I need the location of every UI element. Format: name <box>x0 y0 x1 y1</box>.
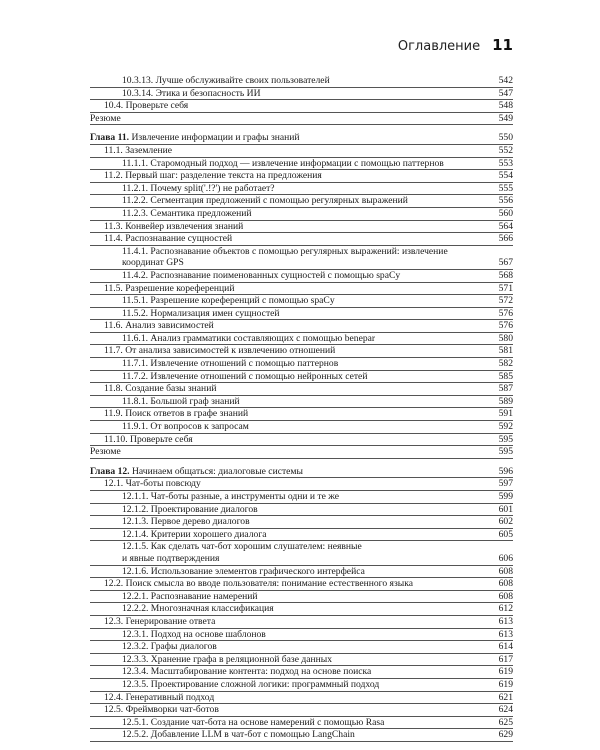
toc-page-number: 592 <box>498 421 513 433</box>
toc-entry-title <box>90 283 493 295</box>
toc-page-number: 552 <box>498 144 513 156</box>
toc-entry-title <box>90 320 493 332</box>
toc-entry <box>90 616 513 629</box>
toc-entry <box>90 145 513 158</box>
toc-entry <box>90 666 513 679</box>
running-header <box>0 36 513 54</box>
toc-entry <box>90 654 513 667</box>
toc-entry-text: 11.1.1. Старомодный подход — извлечение информации с помощью паттернов <box>122 157 444 169</box>
toc-entry-text-continued: и явные подтверждения <box>122 552 220 564</box>
toc-entry-text: Резюме <box>90 446 121 458</box>
toc-entry <box>90 446 513 459</box>
toc-entry-text: 11.5.2. Нормализация имен сущностей <box>122 307 280 319</box>
toc-page-number: 560 <box>498 207 513 219</box>
toc-page-number: 597 <box>498 478 513 490</box>
toc-entry <box>90 396 513 409</box>
toc-entry <box>90 408 513 421</box>
toc-page-number: 599 <box>498 491 513 502</box>
toc-entry-title <box>90 233 493 245</box>
toc-page-number: 589 <box>498 395 513 407</box>
toc-page-number: 585 <box>498 370 513 382</box>
toc-entry-title <box>90 566 493 578</box>
toc-page-number: 567 <box>498 257 513 269</box>
toc-entry-text: 11.6.1. Анализ грамматики составляющих с помощью benepar <box>122 332 376 344</box>
toc-page-number: 605 <box>498 528 513 540</box>
toc-entry <box>90 729 513 742</box>
toc-page-number: 624 <box>498 704 513 716</box>
toc-entry-title <box>90 516 493 528</box>
toc-entry-text: 12.1.2. Проектирование диалогов <box>122 503 258 515</box>
toc-entry <box>90 629 513 642</box>
toc-entry-title <box>90 478 493 490</box>
toc-entry-title <box>90 603 493 615</box>
toc-page-number: 556 <box>498 195 513 207</box>
toc-entry-title <box>90 666 493 678</box>
toc-entry <box>90 692 513 705</box>
toc-entry <box>90 113 513 126</box>
toc-entry-title <box>90 446 493 458</box>
toc-entry-text: 10.3.14. Этика и безопасность ИИ <box>122 87 261 99</box>
toc-entry <box>90 358 513 371</box>
toc-entry <box>90 246 513 270</box>
toc-entry-text: Извлечение информации и графы знаний <box>131 132 300 144</box>
toc-page-number: 621 <box>498 691 513 703</box>
toc-entry-text: 12.5. Фреймворки чат-ботов <box>104 704 219 716</box>
toc-entry <box>90 283 513 296</box>
toc-entry <box>90 88 513 101</box>
toc-entry-text: 11.9. Поиск ответов в графе знаний <box>104 408 249 420</box>
toc-entry-title <box>90 145 493 157</box>
toc-entry-title <box>90 246 493 269</box>
toc-entry-text: 12.3.1. Подход на основе шаблонов <box>122 628 266 640</box>
toc-page-number: 608 <box>498 578 513 590</box>
toc-entry-title <box>90 195 493 207</box>
toc-entry-text: 11.5.1. Разрешение кореференций с помощью spaCy <box>122 295 335 307</box>
toc-entry-title <box>90 396 493 408</box>
toc-entry-title <box>90 75 493 87</box>
chapter-label: Глава 12. <box>90 465 130 477</box>
toc-entry-text: 12.1.4. Критерии хорошего диалога <box>122 528 267 540</box>
toc-page-number: 555 <box>498 182 513 194</box>
toc-entry-title <box>90 704 493 716</box>
toc-page-number: 595 <box>498 446 513 458</box>
toc-entry-title <box>90 158 493 170</box>
toc-entry-title <box>90 466 493 478</box>
toc-entry-text: 11.2.1. Почему split('.!?') не работает? <box>122 182 275 194</box>
toc-entry-title <box>90 491 493 503</box>
toc-page-number: 591 <box>498 408 513 420</box>
toc-entry-text: 11.7.2. Извлечение отношений с помощью нейронных сетей <box>122 370 368 382</box>
toc-page-number: 612 <box>498 603 513 615</box>
toc-entry-text: 12.2.2. Многозначная классификация <box>122 603 274 615</box>
toc-entry-text: 12.2. Поиск смысла во вводе пользователя: понимание естественного языка <box>104 578 413 590</box>
toc-entry-title <box>90 100 493 112</box>
toc-page-number: 553 <box>498 157 513 169</box>
toc-chapter-entry <box>90 466 513 479</box>
toc-entry-title <box>90 729 493 741</box>
toc-entry-text: 11.9.1. От вопросов к запросам <box>122 421 249 433</box>
toc-entry-text: 12.3.4. Масштабирование контента: подход на основе поиска <box>122 666 372 678</box>
toc-entry <box>90 641 513 654</box>
toc-page-number: 582 <box>498 358 513 370</box>
toc-entry-title <box>90 295 493 307</box>
toc-entry-title <box>90 358 493 370</box>
toc-entry <box>90 578 513 591</box>
toc-page-number: 608 <box>498 590 513 602</box>
toc-entry-title <box>90 434 493 446</box>
toc-entry-title <box>90 221 493 233</box>
toc-entry-text: 11.10. Проверьте себя <box>104 433 193 445</box>
toc-entry-text: 12.1.6. Использование элементов графического интерфейса <box>122 565 365 577</box>
toc-entry <box>90 383 513 396</box>
toc-page-number: 550 <box>498 132 513 144</box>
toc-page-number: 596 <box>498 465 513 477</box>
toc-entry <box>90 308 513 321</box>
toc-entry <box>90 100 513 113</box>
toc-entry-title <box>90 692 493 704</box>
toc-entry-title <box>90 529 493 541</box>
toc-entry-title <box>90 132 493 144</box>
toc-entry-title <box>90 578 493 590</box>
toc-entry <box>90 434 513 447</box>
toc-entry-text: 12.5.2. Добавление LLM в чат-бот с помощью LangChain <box>122 729 355 741</box>
toc-page-number: 629 <box>498 729 513 741</box>
toc-chapter-entry <box>90 132 513 145</box>
toc-page-number: 613 <box>498 615 513 627</box>
toc-entry-title <box>90 408 493 420</box>
toc-entry-text: 12.1.5. Как сделать чат-бот хорошим слушателем: неявные <box>122 541 362 553</box>
toc-page-number: 568 <box>498 269 513 281</box>
toc-entry <box>90 208 513 221</box>
toc-entry-title <box>90 345 493 357</box>
toc-entry-text: 11.4.1. Распознавание объектов с помощью регулярных выражений: извлечение <box>122 245 448 257</box>
toc-entry-text: 11.2.2. Сегментация предложений с помощью регулярных выражений <box>122 195 408 207</box>
toc-entry-title <box>90 113 493 125</box>
toc-entry-title <box>90 629 493 641</box>
toc-entry-text: 11.2.3. Семантика предложений <box>122 207 252 219</box>
toc-entry-title <box>90 208 493 220</box>
toc-page-number: 625 <box>498 716 513 728</box>
toc-page-number: 606 <box>498 552 513 564</box>
toc-entry <box>90 170 513 183</box>
toc-entry-text: 11.2. Первый шаг: разделение текста на предложения <box>104 170 322 182</box>
toc-entry <box>90 541 513 565</box>
toc-entry-text: 12.1.1. Чат-боты разные, а инструменты одни и те же <box>122 491 340 502</box>
toc-page-number: 619 <box>498 678 513 690</box>
chapter-label: Глава 11. <box>90 132 130 144</box>
toc-entry-text: 10.3.13. Лучше обслуживайте своих пользователей <box>122 75 330 86</box>
toc-entry-text: 12.3.2. Графы диалогов <box>122 641 217 653</box>
toc-entry <box>90 491 513 504</box>
toc-entry <box>90 233 513 246</box>
toc-entry-text: 12.4. Генеративный подход <box>104 691 215 703</box>
toc-page-number: 613 <box>498 628 513 640</box>
toc-entry-text: 11.8.1. Большой граф знаний <box>122 395 240 407</box>
toc-entry <box>90 295 513 308</box>
toc-entry-text: 11.7.1. Извлечение отношений с помощью паттернов <box>122 358 339 370</box>
toc-entry <box>90 566 513 579</box>
toc-entry <box>90 603 513 616</box>
toc-page-number: 602 <box>498 516 513 528</box>
toc-entry <box>90 75 513 88</box>
toc-entry-title <box>90 541 493 564</box>
toc-entry-text: 11.5. Разрешение кореференций <box>104 282 235 294</box>
toc-entry <box>90 195 513 208</box>
toc-page-number: 576 <box>498 307 513 319</box>
toc-entry-title <box>90 616 493 628</box>
toc-entry <box>90 717 513 730</box>
toc-entry <box>90 333 513 346</box>
toc-entry <box>90 704 513 717</box>
toc-entry-text: 10.4. Проверьте себя <box>104 100 189 112</box>
toc-entry-title <box>90 270 493 282</box>
toc-entry-text: 11.6. Анализ зависимостей <box>104 320 214 332</box>
toc-entry-text: Резюме <box>90 112 121 124</box>
table-of-contents <box>90 75 513 742</box>
toc-entry <box>90 270 513 283</box>
toc-entry <box>90 679 513 692</box>
toc-page-number: 617 <box>498 653 513 665</box>
toc-page-number: 580 <box>498 332 513 344</box>
toc-page-number: 587 <box>498 383 513 395</box>
toc-entry-text: 11.3. Конвейер извлечения знаний <box>104 220 244 232</box>
toc-entry-text: Начинаем общаться: диалоговые системы <box>131 465 303 477</box>
toc-page-number: 614 <box>498 641 513 653</box>
toc-page-number: 548 <box>498 100 513 112</box>
toc-entry-title <box>90 679 493 691</box>
toc-entry-title <box>90 654 493 666</box>
toc-entry-text: 12.1. Чат-боты повсюду <box>104 478 201 490</box>
toc-page-number: 576 <box>498 320 513 332</box>
toc-page-number: 608 <box>498 565 513 577</box>
toc-entry-text: 12.3. Генерирование ответа <box>104 615 216 627</box>
toc-entry-text: 12.1.3. Первое дерево диалогов <box>122 516 250 528</box>
toc-page-number: 601 <box>498 503 513 515</box>
toc-entry-title <box>90 371 493 383</box>
toc-entry <box>90 221 513 234</box>
toc-entry-text: 11.4. Распознавание сущностей <box>104 233 233 245</box>
toc-entry <box>90 158 513 171</box>
toc-entry-text: 12.5.1. Создание чат-бота на основе намерений с помощью Rasa <box>122 716 385 728</box>
toc-entry-title <box>90 308 493 320</box>
toc-entry <box>90 320 513 333</box>
toc-page-number: 564 <box>498 220 513 232</box>
toc-entry <box>90 345 513 358</box>
toc-entry-title <box>90 504 493 516</box>
header-title: Оглавление <box>397 39 481 54</box>
toc-entry-text: 12.3.5. Проектирование сложной логики: программный подход <box>122 678 380 690</box>
toc-entry <box>90 591 513 604</box>
toc-page-number: 595 <box>498 433 513 445</box>
toc-entry-title <box>90 383 493 395</box>
toc-entry-title <box>90 717 493 729</box>
toc-entry-title <box>90 88 493 100</box>
toc-entry <box>90 516 513 529</box>
toc-entry-text: 12.3.3. Хранение графа в реляционной базе данных <box>122 653 333 665</box>
toc-entry-title <box>90 333 493 345</box>
toc-entry <box>90 421 513 434</box>
page-number: 11 <box>492 36 513 54</box>
toc-entry <box>90 478 513 491</box>
toc-entry-title <box>90 183 493 195</box>
toc-entry-text: 11.7. От анализа зависимостей к извлечению отношений <box>104 345 336 357</box>
toc-entry-text: 11.8. Создание базы знаний <box>104 383 217 395</box>
toc-page-number: 547 <box>498 87 513 99</box>
toc-page-number: 549 <box>498 112 513 124</box>
toc-entry <box>90 183 513 196</box>
toc-entry-title <box>90 421 493 433</box>
toc-page-number: 581 <box>498 345 513 357</box>
toc-page-number: 566 <box>498 233 513 245</box>
toc-entry <box>90 371 513 384</box>
toc-entry-title <box>90 591 493 603</box>
toc-page-number: 619 <box>498 666 513 678</box>
toc-page-number: 542 <box>498 75 513 86</box>
toc-page-number: 571 <box>498 282 513 294</box>
toc-entry-text: 12.2.1. Распознавание намерений <box>122 590 258 602</box>
toc-entry-text: 11.1. Заземление <box>104 144 172 156</box>
toc-entry <box>90 504 513 517</box>
toc-entry <box>90 529 513 542</box>
toc-entry-text: 11.4.2. Распознавание поименованных сущностей с помощью spaCy <box>122 269 401 281</box>
toc-page-number: 554 <box>498 170 513 182</box>
toc-entry-title <box>90 641 493 653</box>
toc-entry-title <box>90 170 493 182</box>
toc-page-number: 572 <box>498 295 513 307</box>
toc-entry-text-continued: координат GPS <box>122 257 184 269</box>
